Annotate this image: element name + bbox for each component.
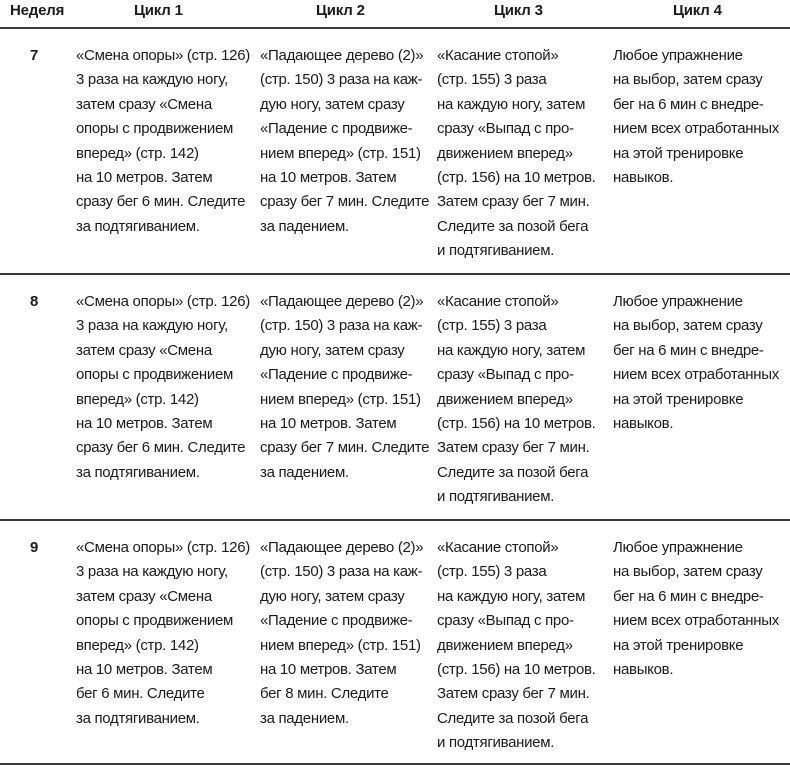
cycle-3-text: «Касание стопой» (стр. 155) 3 раза на каждую ногу, затем сразу «Выпад с про- движением вперед» (стр. 156) на 10 метров. Затем сразу бег 7 мин. Следите за позой бега и подтягиванием. <box>437 293 596 506</box>
header-cycle-1: Цикл 1 <box>134 2 183 19</box>
cycle-4-text: Любое упражнение на выбор, затем сразу бег на 6 мин с внедре- нием всех отработанных на этой тренировке навыков. <box>613 293 779 433</box>
cycle-3-text: «Касание стопой» (стр. 155) 3 раза на каждую ногу, затем сразу «Выпад с про- движением вперед» (стр. 156) на 10 метров. Затем сразу бег 7 мин. Следите за позой бега и подтягиванием. <box>437 47 596 260</box>
cycle-1-text: «Смена опоры» (стр. 126) 3 раза на каждую ногу, затем сразу «Смена опоры с продвижением вперед» (стр. 142) на 10 метров. Затем сразу бег 6 мин. Следите за подтягиванием. <box>76 47 250 235</box>
week-number: 7 <box>30 47 39 64</box>
cycle-4-text: Любое упражнение на выбор, затем сразу бег на 6 мин с внедре- нием всех отработанных на этой тренировке навыков. <box>613 539 779 679</box>
cycle-4-text: Любое упражнение на выбор, затем сразу бег на 6 мин с внедре- нием всех отработанных на этой тренировке навыков. <box>613 47 779 187</box>
header-week: Неделя <box>10 2 65 19</box>
header-divider <box>0 27 790 29</box>
week-number: 8 <box>30 293 39 310</box>
cycle-2-text: «Падающее дерево (2)» (стр. 150) 3 раза на каж- дую ногу, затем сразу «Падение с продвиже- нием вперед» (стр. 151) на 10 метров. Затем сразу бег 7 мин. Следите за падением. <box>260 47 430 235</box>
cycle-1-text: «Смена опоры» (стр. 126) 3 раза на каждую ногу, затем сразу «Смена опоры с продвижением вперед» (стр. 142) на 10 метров. Затем сразу бег 6 мин. Следите за подтягиванием. <box>76 293 250 481</box>
header-cycle-4: Цикл 4 <box>673 2 722 19</box>
row-divider <box>0 273 790 275</box>
header-cycle-2: Цикл 2 <box>316 2 365 19</box>
table-bottom-rule <box>0 763 790 765</box>
cycle-1-text: «Смена опоры» (стр. 126) 3 раза на каждую ногу, затем сразу «Смена опоры с продвижением вперед» (стр. 142) на 10 метров. Затем бег 6 мин. Следите за подтягиванием. <box>76 539 250 727</box>
row-divider <box>0 519 790 521</box>
table-header <box>0 0 790 28</box>
cycle-2-text: «Падающее дерево (2)» (стр. 150) 3 раза на каж- дую ногу, затем сразу «Падение с продвиже- нием вперед» (стр. 151) на 10 метров. Затем бег 8 мин. Следите за падением. <box>260 539 424 727</box>
cycle-2-text: «Падающее дерево (2)» (стр. 150) 3 раза на каж- дую ногу, затем сразу «Падение с продвиже- нием вперед» (стр. 151) на 10 метров. Затем сразу бег 7 мин. Следите за падением. <box>260 293 430 481</box>
cycle-3-text: «Касание стопой» (стр. 155) 3 раза на каждую ногу, затем сразу «Выпад с про- движением вперед» (стр. 156) на 10 метров. Затем сразу бег 7 мин. Следите за позой бега и подтягиванием. <box>437 539 596 752</box>
header-cycle-3: Цикл 3 <box>494 2 543 19</box>
week-number: 9 <box>30 539 39 556</box>
